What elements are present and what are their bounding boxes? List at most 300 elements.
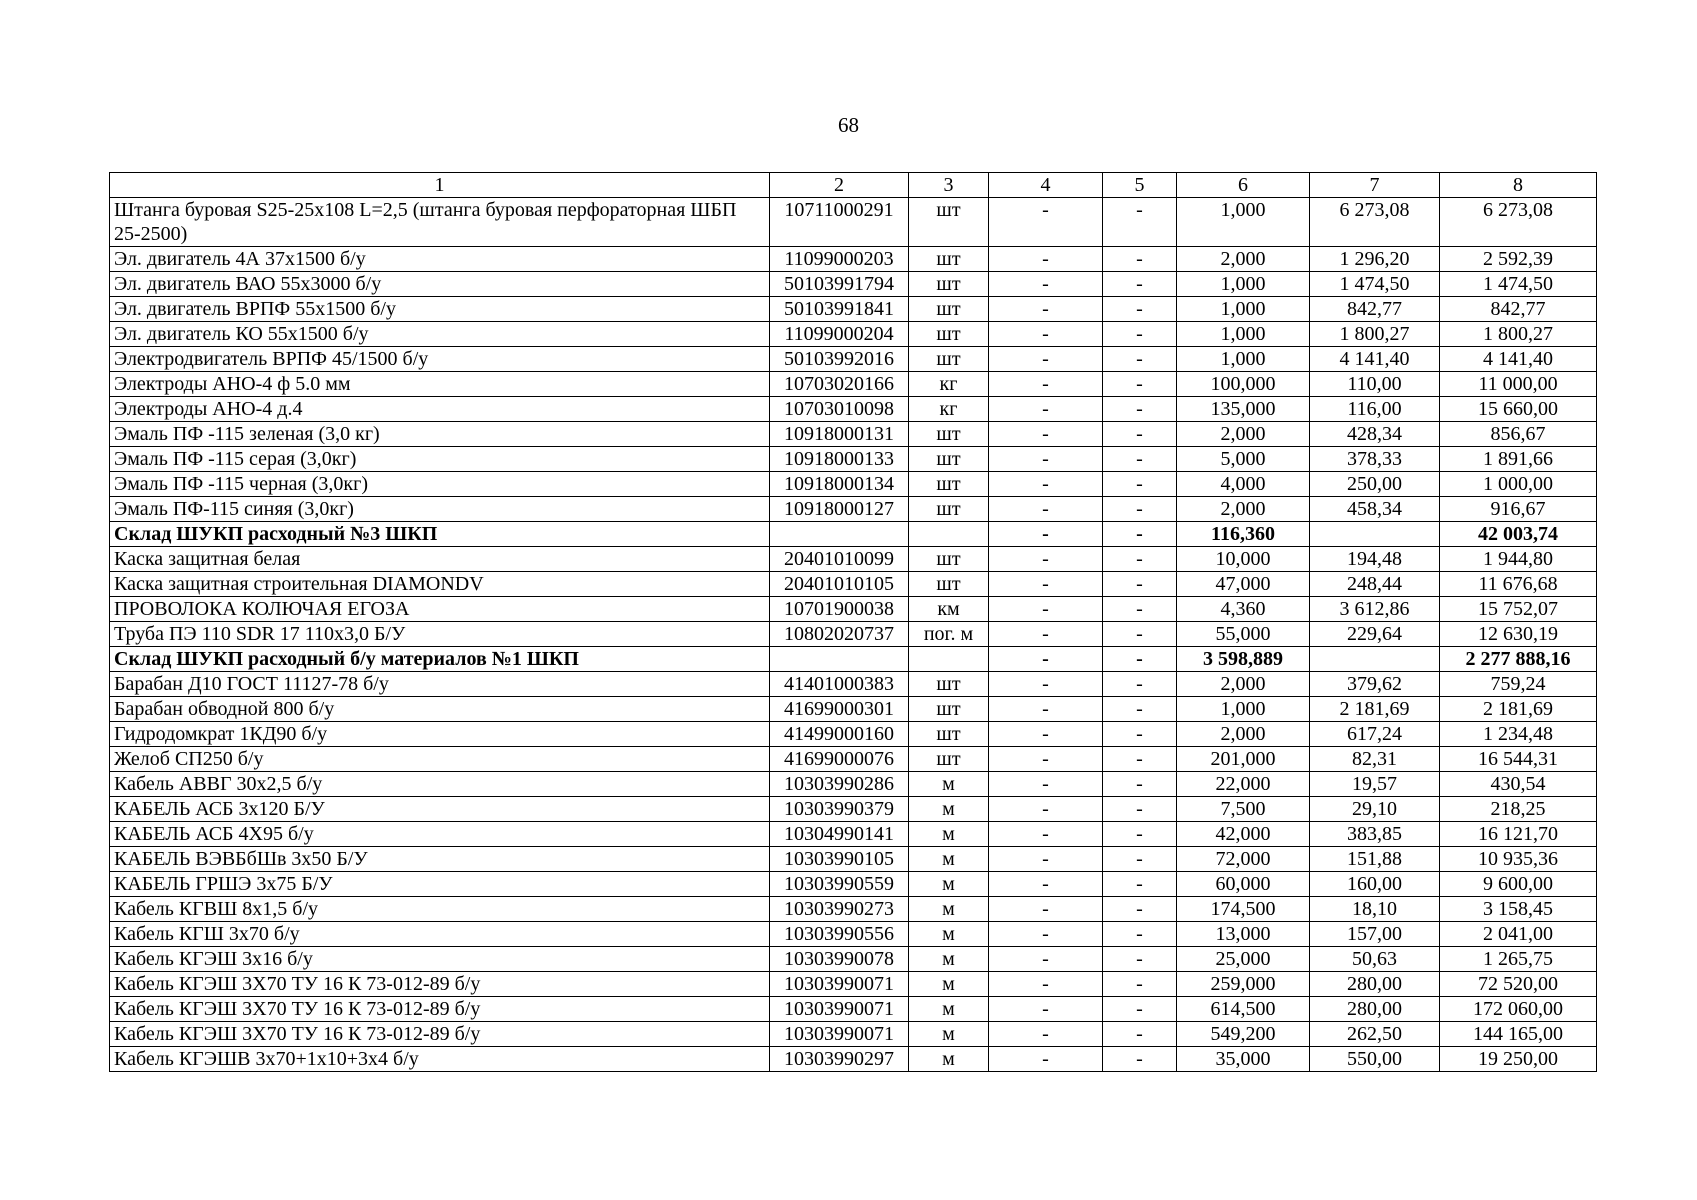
quantity-cell: 25,000 <box>1177 947 1310 972</box>
quantity-cell: 100,000 <box>1177 372 1310 397</box>
column-number: 8 <box>1440 173 1597 198</box>
quantity-cell: 1,000 <box>1177 697 1310 722</box>
amount-cell: 15 752,07 <box>1440 597 1597 622</box>
item-code-cell: 20401010105 <box>770 572 909 597</box>
col-5-cell: - <box>1103 972 1177 997</box>
unit-cell: м <box>909 972 989 997</box>
item-code-cell: 10303990559 <box>770 872 909 897</box>
item-name-cell: Кабель КГЭШ 3Х70 ТУ 16 К 73-012-89 б/у <box>110 972 770 997</box>
price-cell: 842,77 <box>1310 297 1440 322</box>
col-5-cell: - <box>1103 797 1177 822</box>
unit-cell: шт <box>909 422 989 447</box>
col-4-cell: - <box>989 747 1103 772</box>
col-5-cell: - <box>1103 897 1177 922</box>
col-4-cell: - <box>989 372 1103 397</box>
unit-cell: шт <box>909 722 989 747</box>
item-code-cell: 41699000301 <box>770 697 909 722</box>
quantity-cell: 2,000 <box>1177 247 1310 272</box>
item-code-cell: 10303990105 <box>770 847 909 872</box>
item-name-cell: Эл. двигатель ВАО 55х3000 б/у <box>110 272 770 297</box>
item-name-cell: Электродвигатель ВРПФ 45/1500 б/у <box>110 347 770 372</box>
unit-cell: шт <box>909 297 989 322</box>
quantity-cell: 10,000 <box>1177 547 1310 572</box>
item-code-cell: 10303990379 <box>770 797 909 822</box>
unit-cell <box>909 522 989 547</box>
unit-cell: шт <box>909 322 989 347</box>
price-cell: 2 181,69 <box>1310 697 1440 722</box>
unit-cell: м <box>909 997 989 1022</box>
col-4-cell: - <box>989 347 1103 372</box>
item-code-cell: 10303990556 <box>770 922 909 947</box>
table-row <box>110 997 1597 1022</box>
item-code-cell: 41499000160 <box>770 722 909 747</box>
item-name-cell: КАБЕЛЬ АСБ 3х120 Б/У <box>110 797 770 822</box>
amount-cell: 172 060,00 <box>1440 997 1597 1022</box>
amount-cell: 9 600,00 <box>1440 872 1597 897</box>
price-cell: 1 800,27 <box>1310 322 1440 347</box>
item-code-cell: 10303990286 <box>770 772 909 797</box>
table-row <box>110 822 1597 847</box>
col-4-cell: - <box>989 922 1103 947</box>
price-cell: 617,24 <box>1310 722 1440 747</box>
unit-cell: шт <box>909 547 989 572</box>
col-4-cell: - <box>989 472 1103 497</box>
item-name-cell: Кабель АВВГ 30х2,5 б/у <box>110 772 770 797</box>
col-4-cell: - <box>989 947 1103 972</box>
col-5-cell: - <box>1103 547 1177 572</box>
item-code-cell: 10703020166 <box>770 372 909 397</box>
amount-cell: 11 676,68 <box>1440 572 1597 597</box>
item-name-cell: Эл. двигатель 4А 37х1500 б/у <box>110 247 770 272</box>
item-code-cell <box>770 647 909 672</box>
price-cell: 1 474,50 <box>1310 272 1440 297</box>
item-name-cell: Барабан обводной 800 б/у <box>110 697 770 722</box>
quantity-cell: 201,000 <box>1177 747 1310 772</box>
item-name-cell: ПРОВОЛОКА КОЛЮЧАЯ ЕГОЗА <box>110 597 770 622</box>
price-cell: 383,85 <box>1310 822 1440 847</box>
unit-cell: м <box>909 897 989 922</box>
amount-cell: 42 003,74 <box>1440 522 1597 547</box>
col-5-cell: - <box>1103 322 1177 347</box>
unit-cell: м <box>909 847 989 872</box>
table-row <box>110 497 1597 522</box>
item-code-cell: 10701900038 <box>770 597 909 622</box>
item-code-cell: 10918000134 <box>770 472 909 497</box>
page-number: 68 <box>838 113 859 137</box>
amount-cell: 1 000,00 <box>1440 472 1597 497</box>
item-name-cell: Кабель КГЭШ 3Х70 ТУ 16 К 73-012-89 б/у <box>110 1022 770 1047</box>
col-5-cell: - <box>1103 922 1177 947</box>
price-cell: 379,62 <box>1310 672 1440 697</box>
item-name-cell: Кабель КГВШ 8х1,5 б/у <box>110 897 770 922</box>
col-4-cell: - <box>989 522 1103 547</box>
quantity-cell: 13,000 <box>1177 922 1310 947</box>
amount-cell: 1 891,66 <box>1440 447 1597 472</box>
item-code-cell: 10918000127 <box>770 497 909 522</box>
col-5-cell: - <box>1103 747 1177 772</box>
unit-cell: м <box>909 797 989 822</box>
table-row <box>110 622 1597 647</box>
item-name-cell: КАБЕЛЬ ГРШЭ 3х75 Б/У <box>110 872 770 897</box>
col-5-cell: - <box>1103 847 1177 872</box>
price-cell: 4 141,40 <box>1310 347 1440 372</box>
amount-cell: 1 265,75 <box>1440 947 1597 972</box>
column-number: 3 <box>909 173 989 198</box>
quantity-cell: 1,000 <box>1177 272 1310 297</box>
amount-cell: 16 121,70 <box>1440 822 1597 847</box>
item-name-cell: Каска защитная строительная DIAMONDV <box>110 572 770 597</box>
item-code-cell: 10303990071 <box>770 1022 909 1047</box>
price-cell: 229,64 <box>1310 622 1440 647</box>
amount-cell: 1 800,27 <box>1440 322 1597 347</box>
item-code-cell: 10303990078 <box>770 947 909 972</box>
amount-cell: 430,54 <box>1440 772 1597 797</box>
item-code-cell: 50103991794 <box>770 272 909 297</box>
quantity-cell: 1,000 <box>1177 297 1310 322</box>
amount-cell: 6 273,08 <box>1440 198 1597 247</box>
unit-cell: м <box>909 922 989 947</box>
price-cell: 378,33 <box>1310 447 1440 472</box>
item-name-cell: Эмаль ПФ -115 черная (3,0кг) <box>110 472 770 497</box>
amount-cell: 218,25 <box>1440 797 1597 822</box>
price-cell: 550,00 <box>1310 1047 1440 1072</box>
col-5-cell: - <box>1103 622 1177 647</box>
col-4-cell: - <box>989 1047 1103 1072</box>
col-5-cell: - <box>1103 297 1177 322</box>
amount-cell: 2 277 888,16 <box>1440 647 1597 672</box>
amount-cell: 759,24 <box>1440 672 1597 697</box>
item-name-cell: Гидродомкрат 1КД90 б/у <box>110 722 770 747</box>
table-row <box>110 322 1597 347</box>
amount-cell: 842,77 <box>1440 297 1597 322</box>
unit-cell: шт <box>909 472 989 497</box>
amount-cell: 1 234,48 <box>1440 722 1597 747</box>
col-5-cell: - <box>1103 198 1177 247</box>
col-5-cell: - <box>1103 597 1177 622</box>
col-4-cell: - <box>989 198 1103 247</box>
col-5-cell: - <box>1103 1047 1177 1072</box>
quantity-cell: 7,500 <box>1177 797 1310 822</box>
table-row <box>110 947 1597 972</box>
item-name-cell: Труба ПЭ 110 SDR 17 110х3,0 Б/У <box>110 622 770 647</box>
col-5-cell: - <box>1103 722 1177 747</box>
unit-cell: шт <box>909 272 989 297</box>
item-code-cell: 20401010099 <box>770 547 909 572</box>
table-row <box>110 772 1597 797</box>
quantity-cell: 22,000 <box>1177 772 1310 797</box>
price-cell: 116,00 <box>1310 397 1440 422</box>
quantity-cell: 4,000 <box>1177 472 1310 497</box>
quantity-cell: 1,000 <box>1177 347 1310 372</box>
unit-cell: шт <box>909 198 989 247</box>
col-4-cell: - <box>989 797 1103 822</box>
amount-cell: 15 660,00 <box>1440 397 1597 422</box>
col-4-cell: - <box>989 297 1103 322</box>
col-5-cell: - <box>1103 472 1177 497</box>
amount-cell: 916,67 <box>1440 497 1597 522</box>
col-4-cell: - <box>989 872 1103 897</box>
col-5-cell: - <box>1103 772 1177 797</box>
col-4-cell: - <box>989 497 1103 522</box>
item-code-cell: 10303990273 <box>770 897 909 922</box>
item-name-cell: Каска защитная белая <box>110 547 770 572</box>
column-number: 7 <box>1310 173 1440 198</box>
item-name-cell: Эмаль ПФ -115 зеленая (3,0 кг) <box>110 422 770 447</box>
col-5-cell: - <box>1103 497 1177 522</box>
amount-cell: 12 630,19 <box>1440 622 1597 647</box>
table-row <box>110 397 1597 422</box>
price-cell: 110,00 <box>1310 372 1440 397</box>
item-name-cell: Электроды АНО-4 ф 5.0 мм <box>110 372 770 397</box>
table-row <box>110 722 1597 747</box>
item-name-cell: Эмаль ПФ -115 серая (3,0кг) <box>110 447 770 472</box>
col-5-cell: - <box>1103 397 1177 422</box>
col-5-cell: - <box>1103 697 1177 722</box>
unit-cell: м <box>909 1047 989 1072</box>
unit-cell: шт <box>909 497 989 522</box>
item-name-cell: Электроды АНО-4 д.4 <box>110 397 770 422</box>
item-code-cell: 10711000291 <box>770 198 909 247</box>
quantity-cell: 5,000 <box>1177 447 1310 472</box>
quantity-cell: 1,000 <box>1177 322 1310 347</box>
col-5-cell: - <box>1103 997 1177 1022</box>
table-row <box>110 697 1597 722</box>
col-4-cell: - <box>989 397 1103 422</box>
col-4-cell: - <box>989 722 1103 747</box>
col-4-cell: - <box>989 647 1103 672</box>
price-cell: 1 296,20 <box>1310 247 1440 272</box>
item-name-cell: КАБЕЛЬ АСБ 4Х95 б/у <box>110 822 770 847</box>
column-number: 5 <box>1103 173 1177 198</box>
col-4-cell: - <box>989 272 1103 297</box>
unit-cell: пог. м <box>909 622 989 647</box>
quantity-cell: 55,000 <box>1177 622 1310 647</box>
table-row <box>110 897 1597 922</box>
quantity-cell: 60,000 <box>1177 872 1310 897</box>
amount-cell: 16 544,31 <box>1440 747 1597 772</box>
table-row <box>110 547 1597 572</box>
item-code-cell: 11099000204 <box>770 322 909 347</box>
unit-cell: шт <box>909 697 989 722</box>
amount-cell: 856,67 <box>1440 422 1597 447</box>
item-code-cell: 50103991841 <box>770 297 909 322</box>
col-4-cell: - <box>989 897 1103 922</box>
col-5-cell: - <box>1103 947 1177 972</box>
col-5-cell: - <box>1103 372 1177 397</box>
item-name-cell: Эл. двигатель КО 55х1500 б/у <box>110 322 770 347</box>
col-5-cell: - <box>1103 672 1177 697</box>
col-4-cell: - <box>989 672 1103 697</box>
quantity-cell: 549,200 <box>1177 1022 1310 1047</box>
column-number: 2 <box>770 173 909 198</box>
table-row <box>110 1022 1597 1047</box>
price-cell <box>1310 522 1440 547</box>
table-row <box>110 747 1597 772</box>
col-5-cell: - <box>1103 247 1177 272</box>
quantity-cell: 4,360 <box>1177 597 1310 622</box>
price-cell <box>1310 647 1440 672</box>
col-4-cell: - <box>989 447 1103 472</box>
amount-cell: 2 181,69 <box>1440 697 1597 722</box>
table-row <box>110 1047 1597 1072</box>
item-name-cell: Склад ШУКП расходный №3 ШКП <box>110 522 770 547</box>
table-body <box>110 173 1597 1072</box>
price-cell: 262,50 <box>1310 1022 1440 1047</box>
col-4-cell: - <box>989 622 1103 647</box>
col-5-cell: - <box>1103 422 1177 447</box>
col-4-cell: - <box>989 572 1103 597</box>
table-row <box>110 422 1597 447</box>
amount-cell: 11 000,00 <box>1440 372 1597 397</box>
quantity-cell: 259,000 <box>1177 972 1310 997</box>
price-cell: 428,34 <box>1310 422 1440 447</box>
col-5-cell: - <box>1103 447 1177 472</box>
column-number: 1 <box>110 173 770 198</box>
table-row <box>110 972 1597 997</box>
section-row <box>110 647 1597 672</box>
col-4-cell: - <box>989 547 1103 572</box>
col-4-cell: - <box>989 847 1103 872</box>
unit-cell: м <box>909 1022 989 1047</box>
quantity-cell: 3 598,889 <box>1177 647 1310 672</box>
col-5-cell: - <box>1103 822 1177 847</box>
item-name-cell: Кабель КГЭШВ 3х70+1х10+3х4 б/у <box>110 1047 770 1072</box>
item-name-cell: Эл. двигатель ВРПФ 55х1500 б/у <box>110 297 770 322</box>
section-row <box>110 522 1597 547</box>
table-row <box>110 847 1597 872</box>
table-row <box>110 872 1597 897</box>
price-cell: 50,63 <box>1310 947 1440 972</box>
quantity-cell: 42,000 <box>1177 822 1310 847</box>
quantity-cell: 35,000 <box>1177 1047 1310 1072</box>
table-row <box>110 922 1597 947</box>
item-code-cell: 10303990297 <box>770 1047 909 1072</box>
column-number: 6 <box>1177 173 1310 198</box>
quantity-cell: 2,000 <box>1177 422 1310 447</box>
unit-cell <box>909 647 989 672</box>
item-name-cell: Склад ШУКП расходный б/у материалов №1 ШКП <box>110 647 770 672</box>
price-cell: 18,10 <box>1310 897 1440 922</box>
amount-cell: 1 474,50 <box>1440 272 1597 297</box>
item-name-cell: Штанга буровая S25-25x108 L=2,5 (штанга буровая перфораторная ШБП 25-2500) <box>110 198 770 247</box>
table-row <box>110 472 1597 497</box>
unit-cell: шт <box>909 347 989 372</box>
price-cell: 160,00 <box>1310 872 1440 897</box>
table-row <box>110 272 1597 297</box>
unit-cell: м <box>909 822 989 847</box>
column-number: 4 <box>989 173 1103 198</box>
price-cell: 250,00 <box>1310 472 1440 497</box>
col-4-cell: - <box>989 697 1103 722</box>
price-cell: 157,00 <box>1310 922 1440 947</box>
amount-cell: 144 165,00 <box>1440 1022 1597 1047</box>
col-4-cell: - <box>989 822 1103 847</box>
amount-cell: 10 935,36 <box>1440 847 1597 872</box>
col-5-cell: - <box>1103 1022 1177 1047</box>
item-name-cell: Барабан Д10 ГОСТ 11127-78 б/у <box>110 672 770 697</box>
col-5-cell: - <box>1103 347 1177 372</box>
item-code-cell: 10303990071 <box>770 997 909 1022</box>
table-row <box>110 372 1597 397</box>
item-name-cell: Кабель КГЭШ 3Х70 ТУ 16 К 73-012-89 б/у <box>110 997 770 1022</box>
table-row <box>110 447 1597 472</box>
price-cell: 82,31 <box>1310 747 1440 772</box>
price-cell: 19,57 <box>1310 772 1440 797</box>
table-row <box>110 347 1597 372</box>
amount-cell: 4 141,40 <box>1440 347 1597 372</box>
item-code-cell: 10802020737 <box>770 622 909 647</box>
item-code-cell <box>770 522 909 547</box>
unit-cell: м <box>909 872 989 897</box>
unit-cell: шт <box>909 747 989 772</box>
col-5-cell: - <box>1103 647 1177 672</box>
price-cell: 194,48 <box>1310 547 1440 572</box>
col-4-cell: - <box>989 597 1103 622</box>
unit-cell: шт <box>909 572 989 597</box>
item-code-cell: 41401000383 <box>770 672 909 697</box>
quantity-cell: 2,000 <box>1177 497 1310 522</box>
unit-cell: шт <box>909 247 989 272</box>
amount-cell: 3 158,45 <box>1440 897 1597 922</box>
unit-cell: шт <box>909 447 989 472</box>
table-row <box>110 297 1597 322</box>
quantity-cell: 2,000 <box>1177 672 1310 697</box>
quantity-cell: 135,000 <box>1177 397 1310 422</box>
amount-cell: 72 520,00 <box>1440 972 1597 997</box>
unit-cell: кг <box>909 372 989 397</box>
col-4-cell: - <box>989 997 1103 1022</box>
amount-cell: 1 944,80 <box>1440 547 1597 572</box>
quantity-cell: 72,000 <box>1177 847 1310 872</box>
quantity-cell: 2,000 <box>1177 722 1310 747</box>
item-name-cell: КАБЕЛЬ ВЭВБбШв 3х50 Б/У <box>110 847 770 872</box>
col-4-cell: - <box>989 322 1103 347</box>
item-code-cell: 10918000131 <box>770 422 909 447</box>
item-code-cell: 10304990141 <box>770 822 909 847</box>
col-5-cell: - <box>1103 522 1177 547</box>
amount-cell: 2 041,00 <box>1440 922 1597 947</box>
quantity-cell: 174,500 <box>1177 897 1310 922</box>
item-code-cell: 41699000076 <box>770 747 909 772</box>
item-code-cell: 10703010098 <box>770 397 909 422</box>
col-5-cell: - <box>1103 872 1177 897</box>
col-4-cell: - <box>989 1022 1103 1047</box>
table-row <box>110 797 1597 822</box>
col-4-cell: - <box>989 972 1103 997</box>
col-4-cell: - <box>989 422 1103 447</box>
item-code-cell: 10918000133 <box>770 447 909 472</box>
table-row <box>110 572 1597 597</box>
column-number-row <box>110 173 1597 198</box>
item-name-cell: Кабель КГШ 3х70 б/у <box>110 922 770 947</box>
price-cell: 3 612,86 <box>1310 597 1440 622</box>
item-code-cell: 11099000203 <box>770 247 909 272</box>
quantity-cell: 1,000 <box>1177 198 1310 247</box>
item-name-cell: Эмаль ПФ-115 синяя (3,0кг) <box>110 497 770 522</box>
item-code-cell: 10303990071 <box>770 972 909 997</box>
item-name-cell: Желоб СП250 б/у <box>110 747 770 772</box>
col-4-cell: - <box>989 247 1103 272</box>
price-cell: 29,10 <box>1310 797 1440 822</box>
quantity-cell: 116,360 <box>1177 522 1310 547</box>
col-5-cell: - <box>1103 572 1177 597</box>
col-4-cell: - <box>989 772 1103 797</box>
price-cell: 151,88 <box>1310 847 1440 872</box>
col-5-cell: - <box>1103 272 1177 297</box>
unit-cell: м <box>909 947 989 972</box>
price-cell: 248,44 <box>1310 572 1440 597</box>
price-cell: 280,00 <box>1310 972 1440 997</box>
